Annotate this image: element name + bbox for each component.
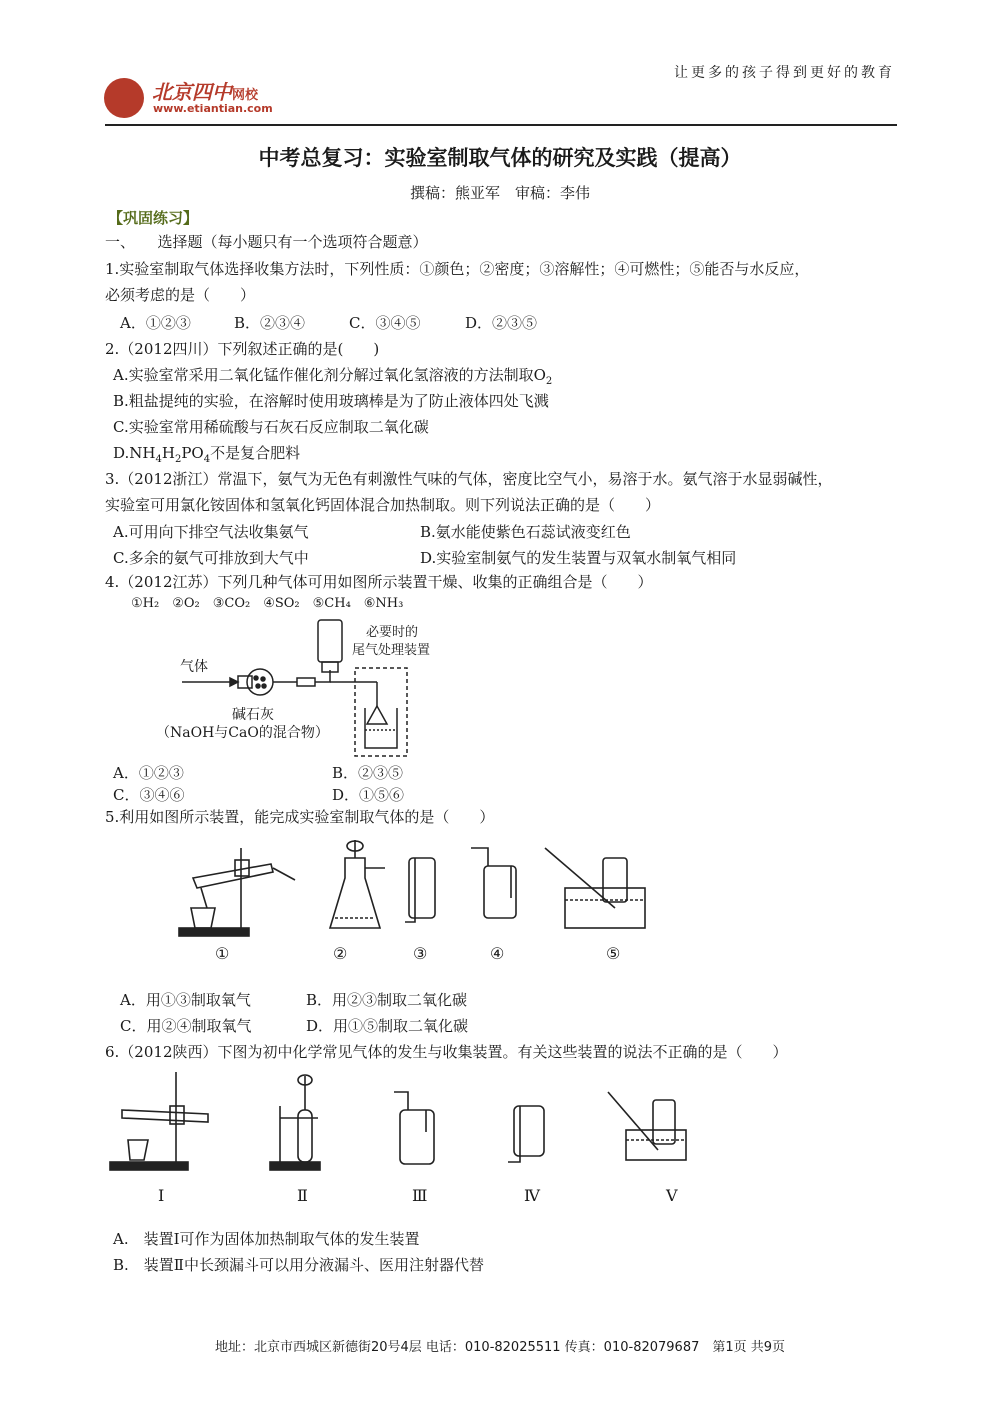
q4-fig-gas-label: 气体	[180, 659, 208, 675]
q5-stem: 5.利用如图所示装置，能完成实验室制取气体的是（ ）	[105, 808, 495, 826]
q6-label-2: Ⅱ	[297, 1186, 308, 1205]
logo-small-text: 网校	[232, 88, 259, 103]
q4-fig-lime-label-2: （NaOH与CaO的混合物）	[156, 725, 329, 741]
q1-stem-line2: 必须考虑的是（ ）	[105, 286, 256, 304]
logo-icon	[104, 78, 144, 118]
part-heading: 一、 选择题（每小题只有一个选项符合题意）	[105, 233, 428, 251]
q4-fig-lime-label-1: 碱石灰	[232, 707, 274, 723]
q1-option-b: B．②③④	[234, 314, 306, 332]
q5-label-4: ④	[490, 944, 505, 963]
q2-option-b: B.粗盐提纯的实验，在溶解时使用玻璃棒是为了防止液体四处飞溅	[113, 392, 549, 410]
logo-url: www.etiantian.com	[153, 102, 273, 115]
page-title: 中考总复习：实验室制取气体的研究及实践（提高）	[258, 146, 742, 170]
q5-option-c: C．用②④制取氧气	[120, 1017, 252, 1035]
q2-option-a-sub: 2	[545, 376, 553, 387]
q1-option-c: C．③④⑤	[349, 314, 421, 332]
q2-d-sub3: 4	[203, 454, 211, 465]
q4-option-d: D．①⑤⑥	[332, 786, 405, 804]
q5-label-1: ①	[215, 944, 230, 963]
q5-option-a: A．用①③制取氧气	[120, 991, 251, 1009]
authors: 撰稿：熊亚军 审稿：李伟	[409, 184, 590, 202]
q2-d-post: 不是复合肥料	[210, 444, 301, 462]
q6-label-1: I	[158, 1186, 165, 1205]
q2-d-mid2: PO	[181, 444, 204, 462]
section-label: 【巩固练习】	[108, 209, 199, 227]
q6-label-3: Ⅲ	[412, 1186, 428, 1205]
logo-name-text: 北京四中	[152, 80, 232, 104]
q5-label-2: ②	[333, 944, 348, 963]
header-divider	[105, 124, 897, 126]
q3-stem-line2: 实验室可用氯化铵固体和氢氧化钙固体混合加热制取。则下列说法正确的是（ ）	[105, 496, 661, 514]
q4-fig-tail-label-1: 必要时的	[366, 625, 419, 640]
q4-stem: 4.（2012江苏）下列几种气体可用如图所示装置干燥、收集的正确组合是（ ）	[105, 573, 653, 591]
q3-option-b: B.氨水能使紫色石蕊试液变红色	[420, 523, 631, 541]
q2-d-sub1: 4	[155, 454, 162, 465]
q4-option-a: A．①②③	[113, 764, 184, 782]
q6-label-5: V	[666, 1186, 678, 1205]
q2-option-a-text: A.实验室常采用二氧化锰作催化剂分解过氧化氢溶液的方法制取O	[113, 366, 546, 384]
q3-option-a: A.可用向下排空气法收集氨气	[113, 523, 309, 541]
q6-label-4: Ⅳ	[524, 1186, 540, 1205]
q3-option-c: C.多余的氨气可排放到大气中	[113, 549, 309, 567]
q3-stem-line1: 3.（2012浙江）常温下，氨气为无色有刺激性气味的气体，密度比空气小，易溶于水。氨气溶于水显弱碱性，	[105, 470, 833, 488]
q2-option-c: C.实验室常用稀硫酸与石灰石反应制取二氧化碳	[113, 418, 429, 436]
q6-option-b: B. 装置Ⅱ中长颈漏斗可以用分液漏斗、医用注射器代替	[113, 1256, 484, 1274]
q5-label-5: ⑤	[606, 944, 621, 963]
q2-option-a	[113, 365, 552, 392]
q1-option-d: D．②③⑤	[465, 314, 538, 332]
q2-stem: 2.（2012四川）下列叙述正确的是( )	[105, 340, 380, 358]
q6-apparatus-figure	[108, 1070, 688, 1170]
header-slogan: 让更多的孩子得到更好的教育	[674, 65, 895, 81]
q5-apparatus-figure	[175, 838, 655, 938]
logo-name	[152, 76, 258, 105]
q4-gas-list: ①H₂ ②O₂ ③CO₂ ④SO₂ ⑤CH₄ ⑥NH₃	[131, 596, 404, 611]
q5-option-b: B．用②③制取二氧化碳	[306, 991, 468, 1009]
q5-label-3: ③	[413, 944, 428, 963]
q1-option-a: A．①②③	[120, 314, 191, 332]
q2-d-sub2: 2	[174, 454, 182, 465]
q1-stem-line1: 1.实验室制取气体选择收集方法时，下列性质：①颜色；②密度；③溶解性；④可燃性；⑤能否与水反应，	[105, 260, 810, 278]
q5-option-d: D．用①⑤制取二氧化碳	[306, 1017, 469, 1035]
q2-option-d	[113, 443, 300, 470]
q2-d-pre: D.NH	[113, 444, 156, 462]
q6-stem: 6.（2012陕西）下图为初中化学常见气体的发生与收集装置。有关这些装置的说法不正确的是（ ）	[105, 1043, 788, 1061]
q3-option-d: D.实验室制氨气的发生装置与双氧水制氧气相同	[420, 549, 737, 567]
q4-fig-tail-label-2: 尾气处理装置	[352, 643, 431, 658]
q2-d-mid: H	[161, 444, 175, 462]
q4-option-c: C．③④⑥	[113, 786, 185, 804]
page-footer: 地址：北京市西城区新德街20号4层 电话：010-82025511 传真：010-82079687 第1页 共9页	[214, 1340, 786, 1355]
q6-option-a: A. 装置Ⅰ可作为固体加热制取气体的发生装置	[113, 1230, 420, 1248]
q4-option-b: B．②③⑤	[332, 764, 404, 782]
